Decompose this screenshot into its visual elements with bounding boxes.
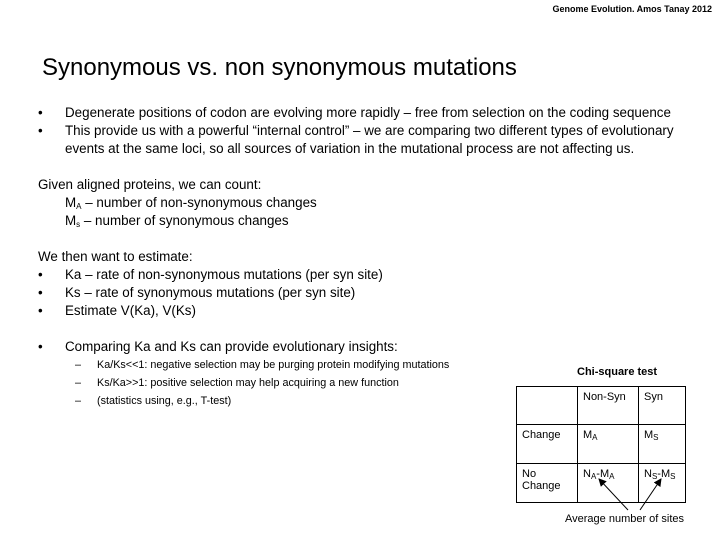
bullet-marker: • (38, 267, 43, 282)
arrow-to-ns (640, 479, 661, 510)
dash-marker: – (75, 359, 82, 371)
sub-bullet-text: Ka/Ks<<1: negative selection may be purging protein modifying mutations (97, 359, 450, 371)
cell-base: N (644, 468, 652, 480)
bullet-marker: • (38, 105, 43, 120)
cell-subscript: S (653, 433, 659, 442)
bullet-text: Degenerate positions of codon are evolving more rapidly – free from selection on the coding sequence (65, 105, 671, 120)
arrow-to-na (599, 479, 628, 510)
bullet-text: Ks – rate of synonymous mutations (per syn site) (65, 285, 356, 300)
sub-bullet-text: Ks/Ka>>1: positive selection may help acquiring a new function (97, 377, 399, 389)
header-credit: Genome Evolution. Amos Tanay 2012 (552, 4, 712, 14)
symbol: M (65, 213, 77, 228)
count-item-text: – number of synonymous changes (80, 213, 289, 228)
estimate-intro: We then want to estimate: (38, 249, 193, 264)
sub-bullet-text: (statistics using, e.g., T-test) (97, 395, 232, 407)
cell-subscript: A (609, 472, 615, 481)
chi-table-title: Chi-square test (577, 366, 658, 378)
bullet-marker: • (38, 339, 43, 354)
cell-subscript: S (651, 472, 658, 481)
symbol: M (65, 195, 77, 210)
cell-mid: -M (657, 468, 671, 480)
cell-subscript: A (592, 433, 598, 442)
bullet-text: This provide us with a powerful “internal control” – we are comparing two different types of evolutionary events at the same loci, so all sources of variation in the mutational process are not affecting us. (65, 123, 674, 156)
dash-marker: – (75, 377, 82, 389)
cell-subscript: S (670, 472, 676, 481)
count-intro: Given aligned proteins, we can count: (38, 177, 262, 192)
bullet-text: Ka – rate of non-synonymous mutations (per syn site) (65, 267, 383, 282)
count-item-text: – number of non-synonymous changes (81, 195, 317, 210)
dash-marker: – (75, 395, 82, 407)
average-sites-annotation: Average number of sites (565, 513, 685, 525)
column-header-nonsyn: Non-Syn (578, 387, 639, 425)
bullet-marker: • (38, 123, 43, 138)
symbol-subscript: s (76, 220, 81, 229)
symbol-subscript: A (76, 202, 82, 211)
cell-base: N (583, 468, 591, 480)
cell-base: M (644, 429, 654, 441)
bullet-marker: • (38, 285, 43, 300)
row-label-line: No (522, 468, 537, 480)
bullet-text: Estimate V(Ka), V(Ks) (65, 303, 196, 318)
row-label-change: Change (517, 425, 578, 464)
bullet-marker: • (38, 303, 43, 318)
slide-title: Synonymous vs. non synonymous mutations (42, 54, 517, 81)
column-header-syn: Syn (639, 387, 686, 425)
bullet-text: Comparing Ka and Ks can provide evolutionary insights: (65, 339, 398, 354)
cell-base: M (583, 429, 593, 441)
row-label-line: Change (522, 480, 561, 492)
cell-mid: -M (596, 468, 610, 480)
cell-subscript: A (590, 472, 597, 481)
